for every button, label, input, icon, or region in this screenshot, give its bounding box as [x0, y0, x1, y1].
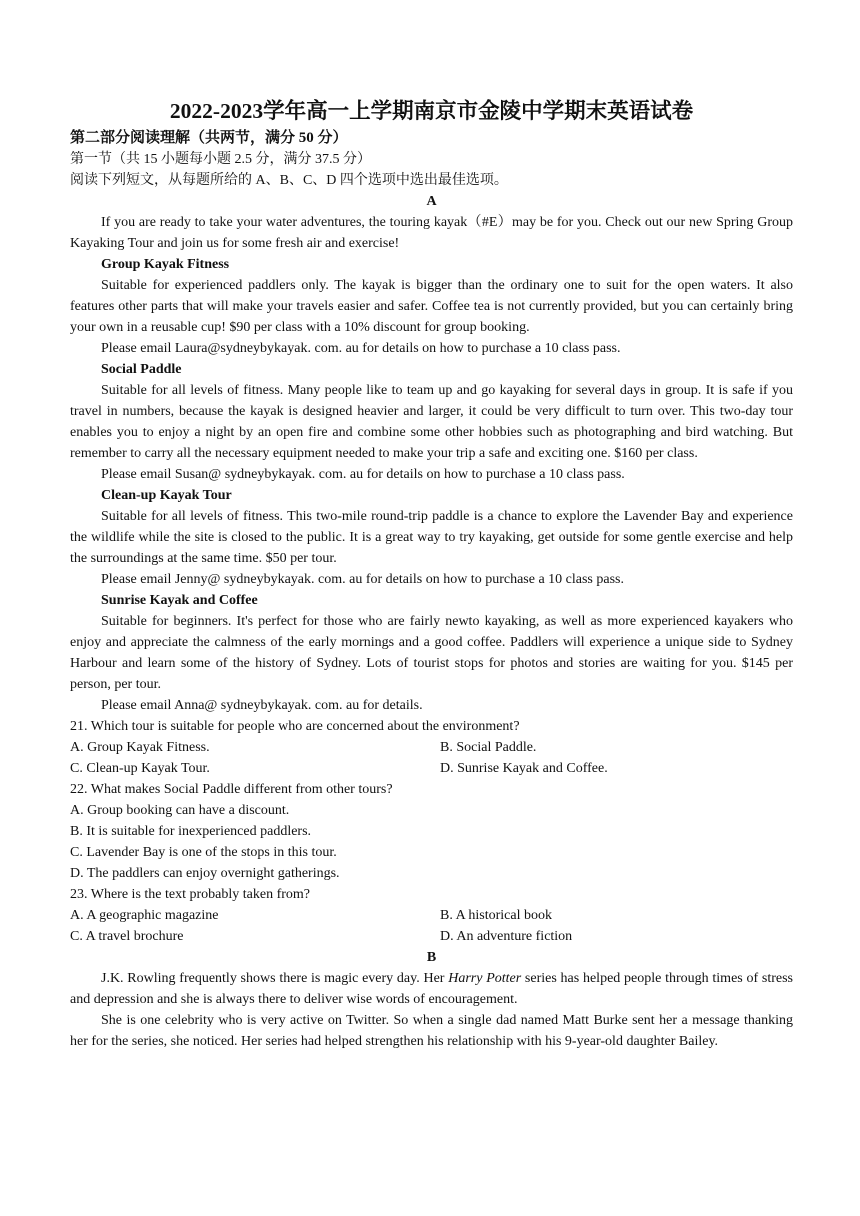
tour-contact: Please email Jenny@ sydneybykayak. com. au for details on how to purchase a 10 class pass. — [101, 572, 624, 587]
option-b: B. Social Paddle. — [440, 740, 537, 755]
passage-b-paragraph-1 — [70, 968, 793, 1010]
tour-heading-sunrise-kayak-and-coffee: Sunrise Kayak and Coffee — [101, 593, 258, 608]
book-title: Harry Potter — [448, 971, 522, 986]
question-21-options-row-1 — [70, 737, 793, 758]
tour-contact: Please email Laura@sydneybykayak. com. au for details on how to purchase a 10 class pass. — [101, 341, 621, 356]
tour-contact: Please email Susan@ sydneybykayak. com. au for details on how to purchase a 10 class pass. — [101, 467, 625, 482]
tour-description: Suitable for experienced paddlers only. The kayak is bigger than the ordinary one to suit for the open waters. It also features other parts that will make your travels easier and safer. Coffee tea is not currently provided, but you can certainly bring your own in a reusable cup! $90 per class with a 10% discount for group booking. — [70, 278, 793, 335]
option-d: D. The paddlers can enjoy overnight gatherings. — [70, 866, 340, 881]
option-a: A. Group booking can have a discount. — [70, 803, 290, 818]
option-c: C. A travel brochure — [70, 929, 184, 944]
tour-contact: Please email Anna@ sydneybykayak. com. au for details. — [101, 698, 423, 713]
text-run: J.K. Rowling frequently shows there is magic every day. Her — [101, 971, 449, 986]
part-heading: 第二部分阅读理解（共两节，满分 50 分） — [70, 130, 348, 146]
question-21-stem: 21. Which tour is suitable for people who are concerned about the environment? — [70, 719, 520, 734]
passage-b-paragraph-2: She is one celebrity who is very active on Twitter. So when a single dad named Matt Burke sent her a message thanking her for the series, she noticed. Her series had helped strengthen his relationship with his 9-year-old daughter Bailey. — [70, 1013, 793, 1049]
tour-description: Suitable for all levels of fitness. This two-mile round-trip paddle is a chance to explore the Lavender Bay and experience the wildlife while the site is closed to the public. It is a great way to try kayaking, get outside for some gentle exercise and help the surroundings at the same time. $50 per tour. — [70, 509, 793, 566]
text-run: series has helped people through times of stress and depression and she is always there to deliver wise words of encouragement. — [70, 971, 794, 1007]
question-23-stem: 23. Where is the text probably taken from? — [70, 887, 310, 902]
option-a: A. Group Kayak Fitness. — [70, 740, 210, 755]
instruction-text: 阅读下列短文，从每题所给的 A、B、C、D 四个选项中选出最佳选项。 — [70, 173, 508, 188]
passage-a-label: A — [426, 194, 437, 209]
option-b: B. A historical book — [440, 908, 552, 923]
question-21-options-row-2 — [70, 758, 793, 779]
option-a: A. A geographic magazine — [70, 908, 219, 923]
option-b: B. It is suitable for inexperienced paddlers. — [70, 824, 312, 839]
option-c: C. Clean-up Kayak Tour. — [70, 761, 210, 776]
option-d: D. An adventure fiction — [440, 929, 573, 944]
question-23-options-row-2 — [70, 926, 793, 947]
question-22-stem: 22. What makes Social Paddle different from other tours? — [70, 782, 393, 797]
passage-a-intro: If you are ready to take your water adventures, the touring kayak（#E）may be for you. Check out our new Spring Group Kayaking Tour and join us for some fresh air and exercise! — [70, 215, 793, 251]
exam-page — [70, 96, 793, 1052]
tour-heading-social-paddle: Social Paddle — [101, 362, 182, 377]
tour-description: Suitable for beginners. It's perfect for those who are fairly newto kayaking, as well as more experienced kayakers who enjoy and appreciate the calmness of the early mornings and a good coffee. Paddlers will experience a unique side to Sydney Harbour and learn some of the history of Sydney. Lots of tourist stops for photos and stories are waiting for you. $145 per person, per tour. — [70, 614, 793, 692]
option-d: D. Sunrise Kayak and Coffee. — [440, 761, 608, 776]
tour-description: Suitable for all levels of fitness. Many people like to team up and go kayaking for several days in group. It is safe if you travel in numbers, because the kayak is designed heavier and larger, it could be very difficult to turn over. This two-day tour enables you to enjoy a night by an open fire and combine some other hobbies such as photographing and bird watching. But remember to carry all the necessary equipment needed to make your trip a safe and exciting one. $160 per class. — [70, 383, 793, 461]
tour-heading-group-kayak-fitness: Group Kayak Fitness — [101, 257, 230, 272]
section-heading: 第一节（共 15 小题每小题 2.5 分，满分 37.5 分） — [70, 152, 371, 167]
option-c: C. Lavender Bay is one of the stops in this tour. — [70, 845, 337, 860]
question-23-options-row-1 — [70, 905, 793, 926]
passage-b-label: B — [426, 950, 437, 965]
page-title: 2022-2023学年高一上学期南京市金陵中学期末英语试卷 — [169, 99, 694, 123]
tour-heading-clean-up-kayak-tour: Clean-up Kayak Tour — [101, 488, 232, 503]
